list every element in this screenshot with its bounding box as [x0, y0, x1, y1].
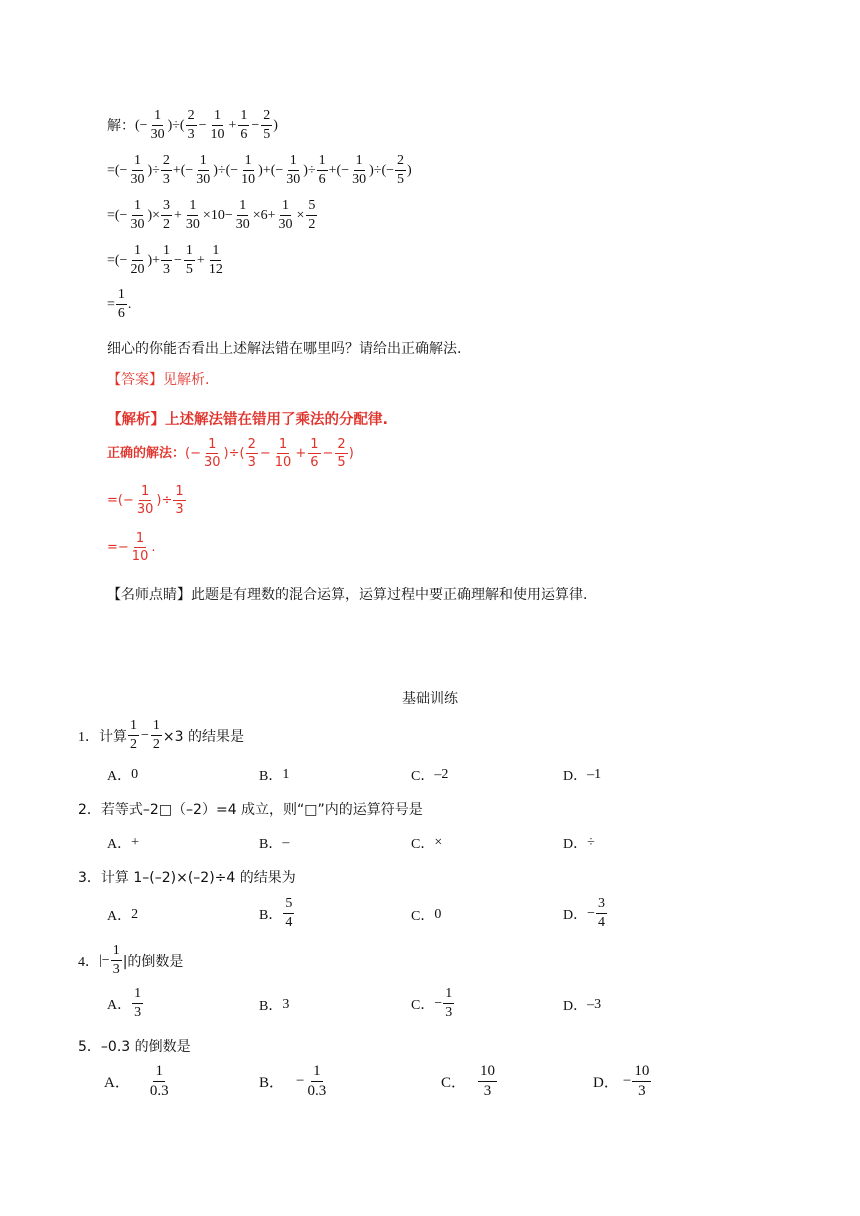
fraction: $\frac{1}{0.3}$ [149, 1063, 169, 1099]
q3-option-b[interactable]: B． $\frac{5}{4}$ [259, 896, 293, 930]
answer-label: 【答案】 [107, 372, 163, 388]
fraction: $\frac{1}{3}$ [175, 484, 184, 517]
q5-option-a[interactable]: A． $\frac{1}{0.3}$ [104, 1063, 169, 1099]
fraction: $\frac{2}{3}$ [162, 153, 170, 187]
fraction: $\frac{1}{12}$ [208, 243, 223, 277]
fraction: $\frac{3}{4}$ [598, 896, 606, 930]
q4-option-b[interactable]: B． 3 [259, 997, 290, 1014]
q2-option-d[interactable]: D． ÷ [563, 835, 595, 852]
fraction: $\frac{3}{2}$ [163, 198, 171, 232]
q1-option-d[interactable]: D． –1 [563, 767, 602, 784]
fraction: $\frac{1}{3}$ [112, 943, 120, 977]
q3-option-a[interactable]: A． 2 [107, 907, 139, 924]
solution-label: 解： [107, 117, 135, 134]
fraction: $\frac{1}{2}$ [152, 718, 160, 752]
fraction: $\frac{1}{30}$ [136, 484, 154, 517]
q2-option-a[interactable]: A． + [107, 835, 140, 852]
fraction: $\frac{2}{5}$ [337, 437, 346, 470]
fraction: $\frac{1}{30}$ [278, 198, 293, 232]
question-1: 1． 计算 $\frac{1}{2}$ − $\frac{1}{2}$ ×3 的结果是 [78, 718, 244, 752]
analysis-line-1: 正确的解法： (− $\frac{1}{30}$ )÷( $\frac{2}{3}$ − $\frac{1}{10}$ + $\frac{1}{6}$ − $\frac{2}{5}$ ) [107, 437, 354, 470]
analysis-line-2: =(− $\frac{1}{30}$ )÷ $\frac{1}{3}$ [107, 484, 184, 517]
q2-option-b[interactable]: B． – [259, 835, 290, 852]
fraction: $\frac{2}{3}$ [187, 108, 195, 142]
fraction: $\frac{1}{30}$ [352, 153, 367, 187]
fraction: $\frac{1}{3}$ [134, 986, 142, 1020]
fraction: $\frac{1}{6}$ [117, 287, 125, 321]
fraction: $\frac{1}{5}$ [185, 243, 193, 277]
q3-option-d[interactable]: D． − $\frac{3}{4}$ [563, 896, 606, 930]
fraction: $\frac{1}{30}$ [286, 153, 301, 187]
fraction: $\frac{1}{30}$ [150, 108, 165, 142]
q1-option-b[interactable]: B． 1 [259, 767, 290, 784]
fraction: $\frac{1}{30}$ [185, 198, 200, 232]
fraction: $\frac{1}{10}$ [274, 437, 292, 470]
answer-text: 见解析. [163, 372, 210, 388]
fraction: $\frac{1}{6}$ [240, 108, 248, 142]
solution-line-1: 解： (− $\frac{1}{30}$ )÷( $\frac{2}{3}$ − $\frac{1}{10}$ + $\frac{1}{6}$ − $\frac{2}{5}$ ) [107, 108, 278, 142]
solution-question: 细心的你能否看出上述解法错在哪里吗？请给出正确解法. [107, 341, 462, 357]
fraction: $\frac{2}{5}$ [263, 108, 271, 142]
q3-option-c[interactable]: C． 0 [411, 907, 442, 924]
q5-option-d[interactable]: D． − $\frac{10}{3}$ [593, 1063, 650, 1099]
q5-option-c[interactable]: C． $\frac{10}{3}$ [441, 1063, 496, 1099]
fraction: $\frac{5}{2}$ [308, 198, 316, 232]
teacher-tip [107, 584, 587, 604]
solution-line-4: =(− $\frac{1}{20}$ )+ $\frac{1}{3}$ − $\frac{1}{5}$ + $\frac{1}{12}$ [107, 243, 223, 277]
fraction: $\frac{1}{6}$ [318, 153, 326, 187]
fraction: $\frac{1}{10}$ [131, 531, 149, 564]
q4-option-a[interactable]: A． $\frac{1}{3}$ [107, 986, 142, 1020]
fraction: $\frac{1}{3}$ [445, 986, 453, 1020]
fraction: $\frac{10}{3}$ [634, 1063, 650, 1099]
q1-option-a[interactable]: A． 0 [107, 767, 139, 784]
solution-line-5: = $\frac{1}{6}$ . [107, 287, 132, 321]
fraction: $\frac{1}{3}$ [163, 243, 171, 277]
fraction: $\frac{1}{20}$ [130, 243, 145, 277]
fraction: $\frac{1}{0.3}$ [307, 1063, 327, 1099]
fraction: $\frac{10}{3}$ [480, 1063, 496, 1099]
analysis-line-3: =− $\frac{1}{10}$ . [107, 531, 156, 564]
fraction: $\frac{1}{10}$ [210, 108, 225, 142]
analysis [107, 408, 388, 429]
analysis-label: 【解析】 [107, 412, 165, 428]
analysis-text: 上述解法错在错用了乘法的分配律. [165, 412, 389, 428]
q4-option-c[interactable]: C． − $\frac{1}{3}$ [411, 986, 453, 1020]
solution-line-2: =(− $\frac{1}{30}$ )÷ $\frac{2}{3}$ +(− $\frac{1}{30}$ )÷(− $\frac{1}{10}$ )+(− $\frac{1}{30}$ )÷ $\frac{1}{6}$ +(− $\frac{1}{30}$ )÷(− $\frac{2}{5}$ ) [107, 153, 412, 187]
fraction: $\frac{1}{2}$ [130, 718, 137, 752]
q2-option-c[interactable]: C． × [411, 835, 443, 852]
fraction: $\frac{2}{3}$ [247, 437, 256, 470]
fraction: $\frac{5}{4}$ [285, 896, 293, 930]
q1-option-c[interactable]: C． –2 [411, 767, 449, 784]
fraction: $\frac{1}{30}$ [130, 153, 145, 187]
solution-line-3: =(− $\frac{1}{30}$ )× $\frac{3}{2}$ + $\frac{1}{30}$ ×10− $\frac{1}{30}$ ×6+ $\frac{1}{30}$ × $\frac{5}{2}$ [107, 198, 316, 232]
fraction: $\frac{1}{10}$ [241, 153, 256, 187]
fraction: $\frac{1}{30}$ [130, 198, 145, 232]
tip-text: 此题是有理数的混合运算，运算过程中要正确理解和使用运算律. [191, 587, 588, 603]
fraction: $\frac{1}{30}$ [203, 437, 221, 470]
tip-label: 【名师点睛】 [107, 587, 191, 603]
question-4: 4． |− $\frac{1}{3}$ |的倒数是 [78, 943, 184, 977]
q4-option-d[interactable]: D． –3 [563, 997, 602, 1014]
fraction: $\frac{1}{30}$ [196, 153, 211, 187]
question-5: 5． –0.3 的倒数是 [78, 1039, 191, 1055]
fraction: $\frac{2}{5}$ [397, 153, 405, 187]
fraction: $\frac{1}{30}$ [235, 198, 250, 232]
question-2: 2． 若等式–2□（–2）=4 成立，则“□”内的运算符号是 [78, 802, 423, 818]
correct-label: 正确的解法： [107, 446, 186, 462]
q5-option-b[interactable]: B． − $\frac{1}{0.3}$ [259, 1063, 327, 1099]
answer [107, 369, 209, 389]
fraction: $\frac{1}{6}$ [310, 437, 319, 470]
question-3: 3． 计算 1–(–2)×(–2)÷4 的结果为 [78, 870, 296, 886]
section-title: 基础训练 [402, 691, 458, 707]
